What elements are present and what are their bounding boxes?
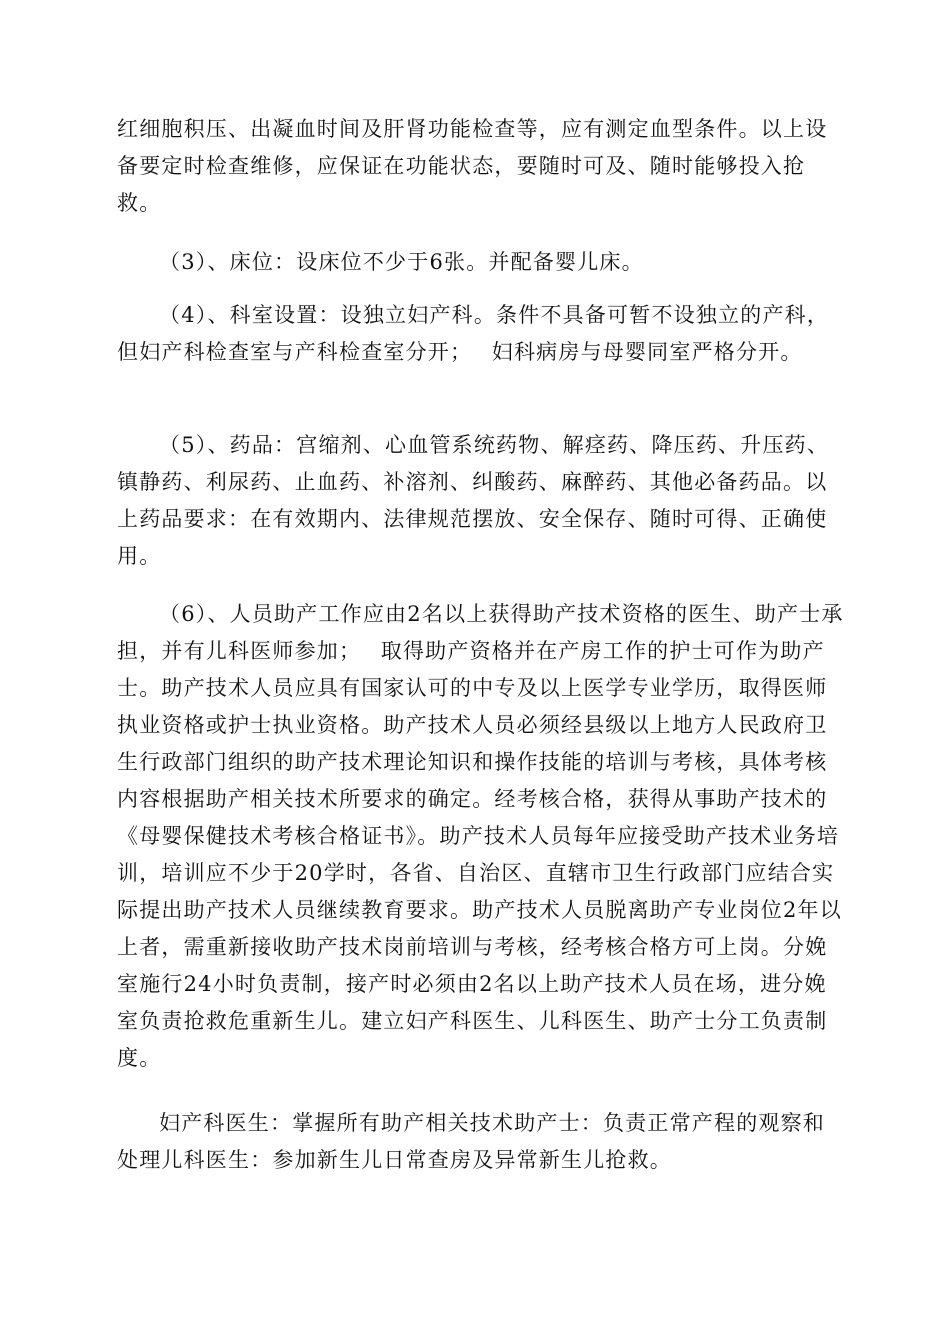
paragraph-personnel: （6）、人员助产工作应由2名以上获得助产技术资格的医生、助产士承担，并有儿科医师参加； 取得助产资格并在产房工作的护士可作为助产士。助产技术人员应具有国家认可的中专及以上医学专业学历，取得医师执业资格或护士执业资格。助产技术人员必须经县级以上地方人民政府卫生行政部门组织的助产技术理论知识和操作技能的培训与考核，具体考核内容根据助产相关技术所要求的确定。经考核合格，获得从事助产技术的《母婴保健技术考核合格证书》。助产技术人员每年应接受助产技术业务培训，培训应不少于20学时，各省、自治区、直辖市卫生行政部门应结合实际提出助产技术人员继续教育要求。助产技术人员脱离助产专业岗位2年以上者，需重新接收助产技术岗前培训与考核，经考核合格方可上岗。分娩室施行24小时负责制，接产时必须由2名以上助产技术人员在场，进分娩室负责抢救危重新生儿。建立妇产科医生、儿科医生、助产士分工负责制度。	[117, 602, 844, 1070]
paragraph-beds: （3）、床位：设床位不少于6张。并配备婴儿床。	[159, 250, 644, 274]
paragraph-department-setup: （4）、科室设置：设独立妇产科。条件不具备可暂不设独立的产科，但妇产科检查室与产科检查室分开； 妇科病房与母婴同室严格分开。	[117, 303, 830, 364]
paragraph-equipment-continued: 红细胞积压、出凝血时间及肝肾功能检查等，应有测定血型条件。以上设备要定时检查维修，应保证在功能状态，要随时可及、随时能够投入抢救。	[117, 117, 828, 215]
paragraph-medicines: （5）、药品：宫缩剂、心血管系统药物、解痉药、降压药、升压药、镇静药、利尿药、止血药、补溶剂、纠酸药、麻醉药、其他必备药品。以上药品要求：在有效期内、法律规范摆放、安全保存、随时可得、正确使用。	[117, 433, 830, 568]
paragraph-duties: 妇产科医生：掌握所有助产相关技术助产士：负责正常产程的观察和处理儿科医生：参加新生儿日常查房及异常新生儿抢救。	[117, 1111, 825, 1172]
